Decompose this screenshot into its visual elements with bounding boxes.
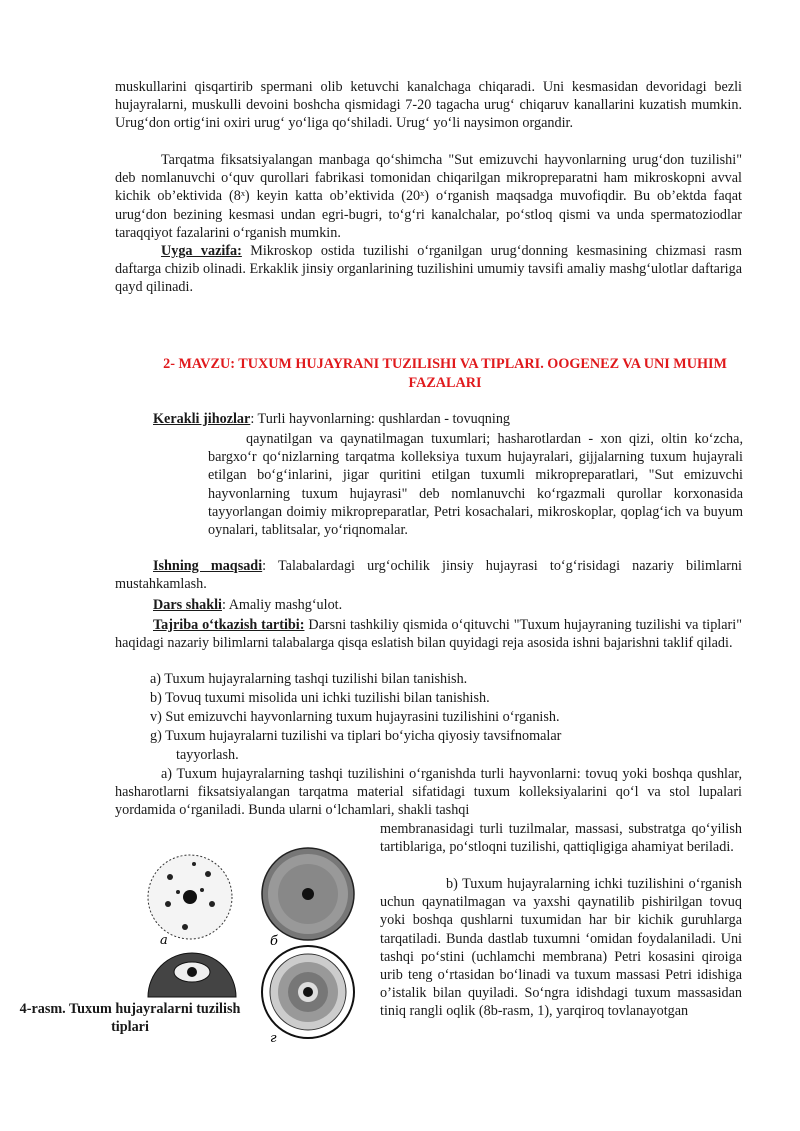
equipment-first-line — [153, 410, 743, 428]
section-a-paragraph: a) Tuxum hujayralarning tashqi tuzilishini o‘rganishda turli hayvonlarni: tovuq yoki boshqa qushlar, hasharotlarni fiksatsiyalangan tarqatma material sifatidagi tuxum kolleksiyalarini qo‘l va stol lupalari yordamida o‘rganiladi. Bunda ularni o‘lchamlari, shakli tashqi — [115, 766, 742, 819]
plan-item-a: a) Tuxum hujayralarning tashqi tuzilishi bilan tanishish. — [150, 671, 468, 687]
plan-item-v: v) Sut emizuvchi hayvonlarning tuxum hujayrasini tuzilishini o‘rganish. — [150, 709, 560, 725]
intro-paragraph-1: muskullarini qisqartirib spermani olib ketuvchi kanalchaga chiqaradi. Uni kesmasidan devoridagi bezli hujayralarni, muskulli devoini boshcha qismidagi 7-20 tagacha urug‘ chiqaruv kanallarini kuzatish mumkin. Urug‘don ortig‘ini oxiri urug‘ yo‘liga qo‘shiladi. Urug‘ yo‘li naysimon organdir. — [115, 79, 742, 132]
egg-cell-a — [148, 855, 232, 939]
form-text: : Amaliy mashg‘ulot. — [221, 597, 343, 613]
figure-label-a: a — [160, 933, 168, 948]
plan-item-b: b) Tovuq tuxumi misolida uni ichki tuzilishi bilan tanishish. — [150, 690, 490, 706]
equipment-first-text: : Turli hayvonlarning: qushlardan - tovuqning — [250, 411, 511, 427]
procedure-label: Tajriba o‘tkazish tartibi: — [153, 617, 305, 633]
homework-text: Mikroskop ostida tuzilishi o‘rganilgan urug‘donning kesmasining chizmasi rasm daftarga chizib olinadi. Erkaklik jinsiy organlarining tuzilishini umumiy tavsifi amaliy mashg‘ulotlar daftariga qayd qilinadi. — [115, 243, 743, 296]
egg-cell-b — [262, 848, 354, 940]
egg-cell-v — [148, 953, 236, 997]
figure-caption: 4-rasm. Tuxum hujayralarni tuzilish tiplari — [19, 1001, 241, 1035]
topic-title: 2- MAVZU: TUXUM HUJAYRANI TUZILISHI VA TIPLARI. OOGENEZ VA UNI MUHIM FAZALARI — [163, 356, 727, 391]
equipment-label: Kerakli jihozlar — [153, 411, 251, 427]
section-a-continued: membranasidagi turli tuzilmalar, massasi, substratga qo‘yilish tartiblariga, po‘stloqni tuzilishi, qattiqligiga ahamiyat beriladi. — [380, 821, 742, 856]
procedure-text: Darsni tashkiliy qismida o‘qituvchi "Tuxum hujayraning tuzilishi va tiplari" haqidagi nazariy bilimlarni talabalarga qisqa eslatish bilan quyidagi reja asosida ishni bajarishni taklif qiladi. — [115, 617, 743, 652]
egg-cell-g — [262, 946, 354, 1038]
homework-label: Uyga vazifa: — [161, 243, 242, 259]
figure-label-g: г — [270, 1031, 277, 1046]
intro-paragraph-2: Tarqatma fiksatsiyalangan manbaga qo‘shimcha "Sut emizuvchi hayvonlarning urug‘don tuzilishi" deb nomlanuvchi o‘quv qurollari fabrikasi tomonidan chiqarilgan mikropreparatni ham mikroskopni avval kichik ob’ektivida (8ˣ) keyin katta ob’ektivida (20ˣ) o‘rganish maqsadga muvofiqdir. Bu ob’ektda faqat urug‘don bezining kesmasi undan egri-bugri, to‘g‘ri kanalchalar, po‘stloq qismi va unda spermatoziodlar taraqqiyot fazalarini o‘rganish mumkin. — [115, 152, 742, 241]
goal-paragraph — [115, 557, 742, 593]
goal-label: Ishning maqsadi — [153, 558, 263, 574]
equipment-list: qaynatilgan va qaynatilmagan tuxumlari; hasharotlardan - xon qizi, oltin ko‘zcha, bargxo‘r qo‘nizlarning tarqatma kolleksiya tuxum hujayralari, gijjalarning tuxum hujayrali etilgan bo‘g‘inlarini, jigar quritini etilgan tuxumli mikropreparatlari, "Sut emizuvchi hayvonlarning tuxum hujayrasi" deb nomlanuvchi ko‘rgazmali qurollar korxonasida tayyorlangan doimiy mikropreparatlar, Petri kosachalari, mikroskoplar, qoplag‘ich va buyum oynalari, tablitsalar, yo‘riqnomalar. — [208, 431, 743, 539]
plan-item-g: g) Tuxum hujayralarni tuzilishi va tiplari bo‘yicha qiyosiy tavsifnomalar — [150, 728, 562, 744]
figure-label-b: б — [270, 934, 278, 949]
form-paragraph — [115, 596, 742, 614]
goal-text: : Talabalardagi urg‘ochilik jinsiy hujayrasi to‘g‘risidagi nazariy bilimlarni mustahkamlash. — [115, 558, 742, 593]
form-label: Dars shakli — [153, 597, 222, 613]
procedure-paragraph — [115, 616, 742, 652]
homework-paragraph — [115, 242, 742, 297]
section-b-paragraph: b) Tuxum hujayralarning ichki tuzilishini o‘rganish uchun qaynatilmagan va yaxshi qaynatilib pishirilgan tovuq yoki boshqa qushlarni tuxumidan har bir kichik guruhlarga tarqatiladi. Bunda dastlab tuxumni ‘omidan foydalaniladi. Uni tashqi po‘stini (uchlamchi membrana) Petri kosasini qiroiga urib teng o‘rtasidan bo‘linadi va tuxum massasi Petri idishiga o’istalik bilan quyiladi. So‘ngra idishdagi tuxum massasidan tiniq rangli oqlik (8b-rasm, 1), yarqiroq tovlanayotgan — [380, 876, 742, 1020]
plan-item-g-continued: tayyorlash. — [176, 747, 239, 763]
